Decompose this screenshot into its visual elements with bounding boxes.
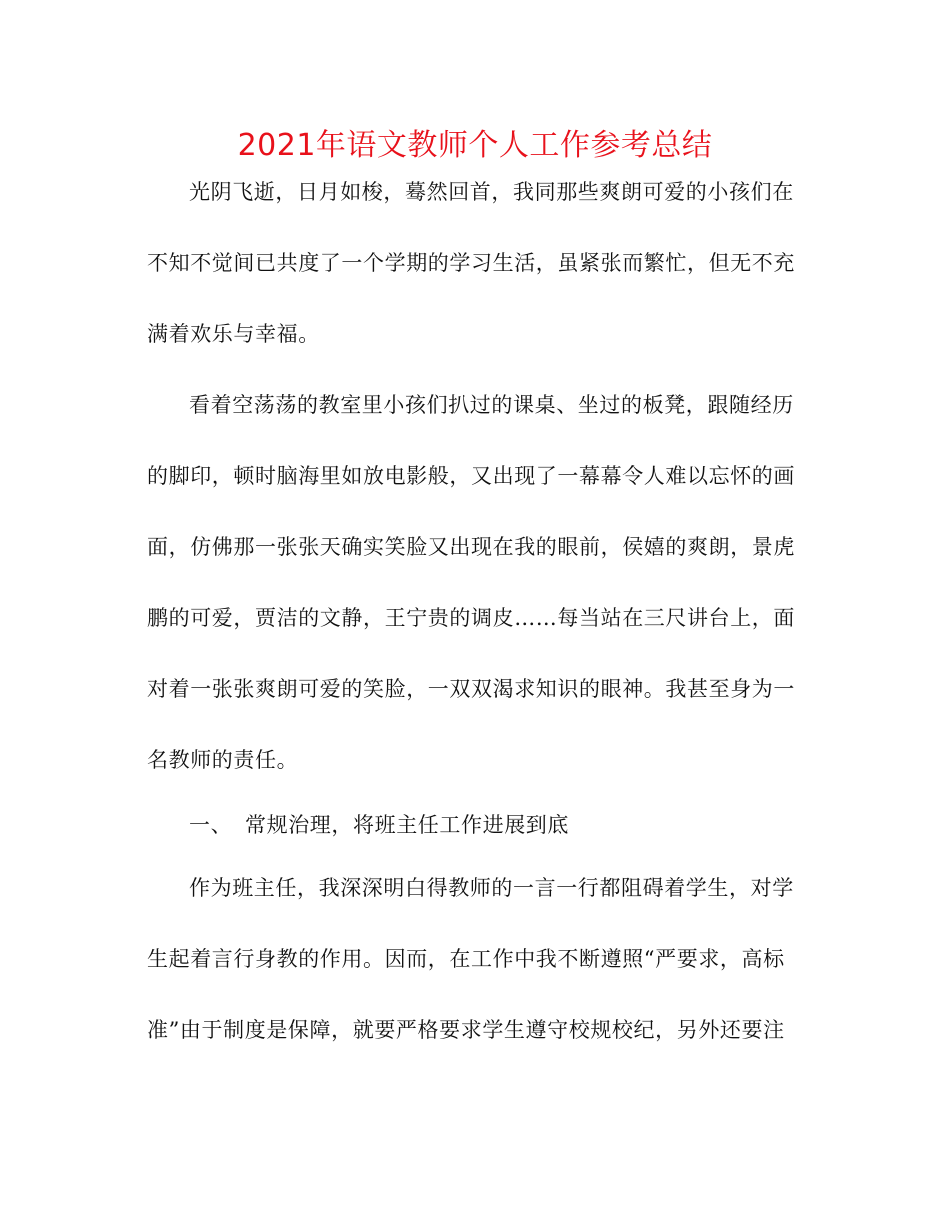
paragraph-line: 面，仿佛那一张张天确实笑脸又出现在我的眼前，侯嬉的爽朗，景虎	[147, 535, 795, 559]
paragraph-line: 满着欢乐与幸福。	[147, 322, 320, 346]
section-heading	[189, 809, 569, 841]
section-heading-text: 常规治理，将班主任工作进展到底	[245, 813, 569, 837]
paragraph-line: 看着空荡荡的教室里小孩们扒过的课桌、坐过的板凳，跟随经历	[189, 393, 794, 417]
paragraph-line: 光阴飞逝，日月如梭，蓦然回首，我同那些爽朗可爱的小孩们在	[189, 180, 794, 204]
paragraph-line: 鹏的可爱，贾洁的文静，王宁贵的调皮……每当站在三尺讲台上，面	[147, 606, 795, 630]
paragraph-line: 名教师的责任。	[147, 748, 299, 772]
paragraph-line: 对着一张张爽朗可爱的笑脸，一双双渴求知识的眼神。我甚至身为一	[147, 677, 795, 701]
paragraph-line: 准”由于制度是保障，就要严格要求学生遵守校规校纪，另外还要注	[147, 1018, 785, 1042]
section-number: 一、	[189, 813, 233, 837]
paragraph-line: 作为班主任，我深深明白得教师的一言一行都阻碍着学生，对学	[189, 876, 794, 900]
paragraph-line: 的脚印，顿时脑海里如放电影般，又出现了一幕幕令人难以忘怀的画	[147, 464, 795, 488]
paragraph-line: 生起着言行身教的作用。因而，在工作中我不断遵照“严要求，高标	[147, 947, 785, 971]
paragraph-line: 不知不觉间已共度了一个学期的学习生活，虽紧张而繁忙，但无不充	[147, 251, 795, 275]
document-title: 2021年语文教师个人工作参考总结	[237, 128, 713, 163]
